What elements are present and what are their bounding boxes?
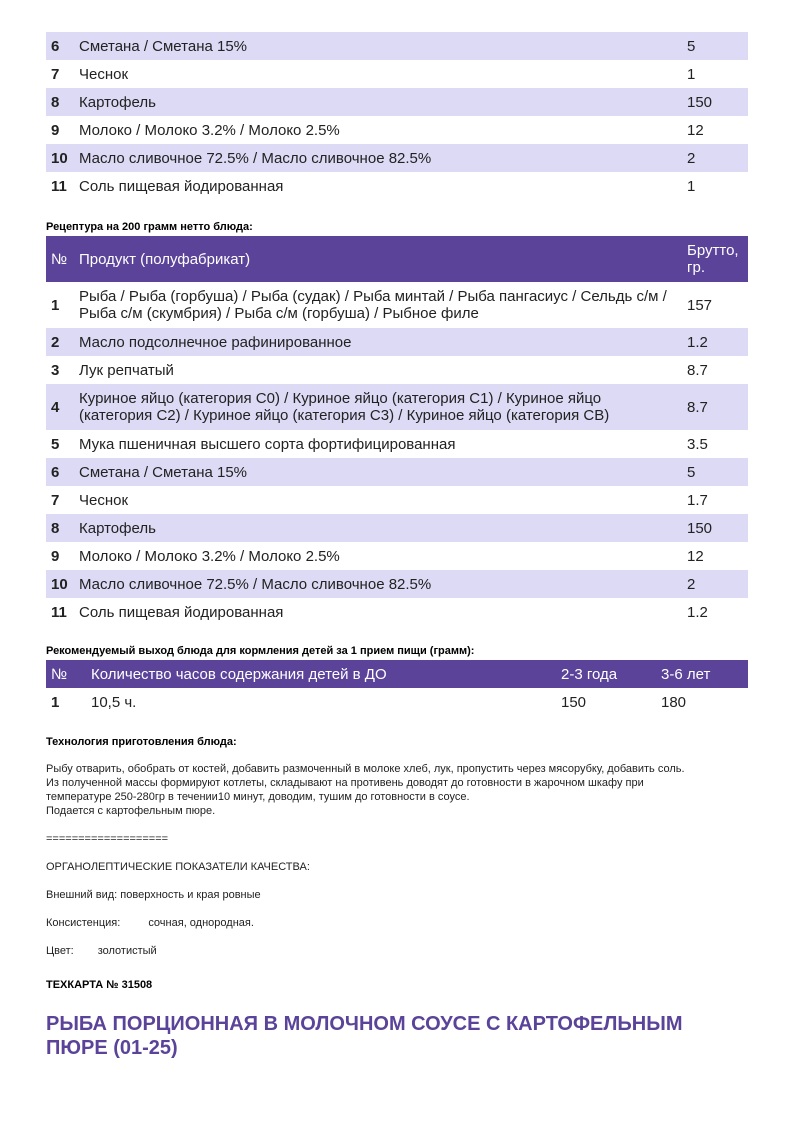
table-row: 10 Масло сливочное 72.5% / Масло сливочное 82.5% 2 — [46, 570, 748, 598]
color: Цвет: золотистый — [46, 945, 157, 957]
technology-text: Рыбу отварить, обобрать от костей, добавить размоченный в молоке хлеб, лук, пропустить через мясорубку, добавить соль. Из полученной массы формируют котлеты, складывают на противень доводят до готовности в жарочном шкафу при температуре 250-280гр в течении10 минут, доводим, тушим до готовности в соусе. Подается с картофельным пюре. — [46, 763, 685, 817]
col-product: Продукт (полуфабрикат) — [74, 236, 682, 282]
table-row: 7 Чеснок 1 — [51, 65, 696, 83]
table-row: 7 Чеснок 1.7 — [51, 491, 708, 509]
table-row: 1 Рыба / Рыба (горбуша) / Рыба (судак) / Рыба минтай / Рыба пангасиус / Сельдь с/м / Рыба с/м (скумбрия) / Рыба с/м (горбуша) / Рыбное филе 157 — [51, 288, 713, 322]
table-row: 9 Молоко / Молоко 3.2% / Молоко 2.5% 12 — [51, 547, 704, 565]
table-row: 6 Сметана / Сметана 15% 5 — [46, 458, 748, 486]
table-row: 8 Картофель 150 — [46, 88, 748, 116]
output-title: Рекомендуемый выход блюда для кормления детей за 1 прием пищи (грамм): — [46, 645, 475, 657]
table-row: 4 Куриное яйцо (категория С0) / Куриное яйцо (категория С1) / Куриное яйцо (категория С2) / Куриное яйцо (категория С3) / Куриное яйцо (категория СВ) 8.7 — [46, 384, 748, 430]
table-header — [46, 660, 748, 688]
techcard-number: ТЕХКАРТА № 31508 — [46, 979, 153, 991]
col-number: № — [46, 660, 86, 688]
table-row: 10 Масло сливочное 72.5% / Масло сливочное 82.5% 2 — [46, 144, 748, 172]
recipe-table — [46, 236, 748, 626]
col-number: № — [46, 236, 74, 282]
table-row: 6 Сметана / Сметана 15% 5 — [46, 32, 748, 60]
col-hours: Количество часов содержания детей в ДО — [86, 660, 556, 688]
table-row: 1 10,5 ч. 150 180 — [51, 693, 687, 711]
table-row: 9 Молоко / Молоко 3.2% / Молоко 2.5% 12 — [51, 121, 704, 139]
table-row: 8 Картофель 150 — [46, 514, 748, 542]
col-age-2-3: 2-3 года — [556, 660, 656, 688]
table-row: 11 Соль пищевая йодированная 1 — [51, 177, 696, 195]
recipe-title: Рецептура на 200 грамм нетто блюда: — [46, 221, 253, 233]
table-row: 5 Мука пшеничная высшего сорта фортифицированная 3.5 — [51, 435, 708, 453]
table-row: 11 Соль пищевая йодированная 1.2 — [51, 603, 708, 621]
ingredients-table-continued — [46, 32, 748, 200]
consistency: Консистенция: сочная, однородная. — [46, 917, 254, 929]
dish-title: РЫБА ПОРЦИОННАЯ В МОЛОЧНОМ СОУСЕ С КАРТОФЕЛЬНЫМ ПЮРЕ (01-25) — [46, 1013, 683, 1059]
output-table — [46, 660, 748, 716]
organoleptic-heading: ОРГАНОЛЕПТИЧЕСКИЕ ПОКАЗАТЕЛИ КАЧЕСТВА: — [46, 861, 310, 873]
table-row: 2 Масло подсолнечное рафинированное 1.2 — [46, 328, 748, 356]
technology-title: Технология приготовления блюда: — [46, 736, 237, 748]
col-gross: Брутто, гр. — [682, 236, 748, 282]
col-age-3-6: 3-6 лет — [656, 660, 748, 688]
table-header — [46, 236, 748, 282]
appearance: Внешний вид: поверхность и края ровные — [46, 889, 261, 901]
separator: =================== — [46, 833, 169, 845]
table-row: 3 Лук репчатый 8.7 — [51, 361, 708, 379]
